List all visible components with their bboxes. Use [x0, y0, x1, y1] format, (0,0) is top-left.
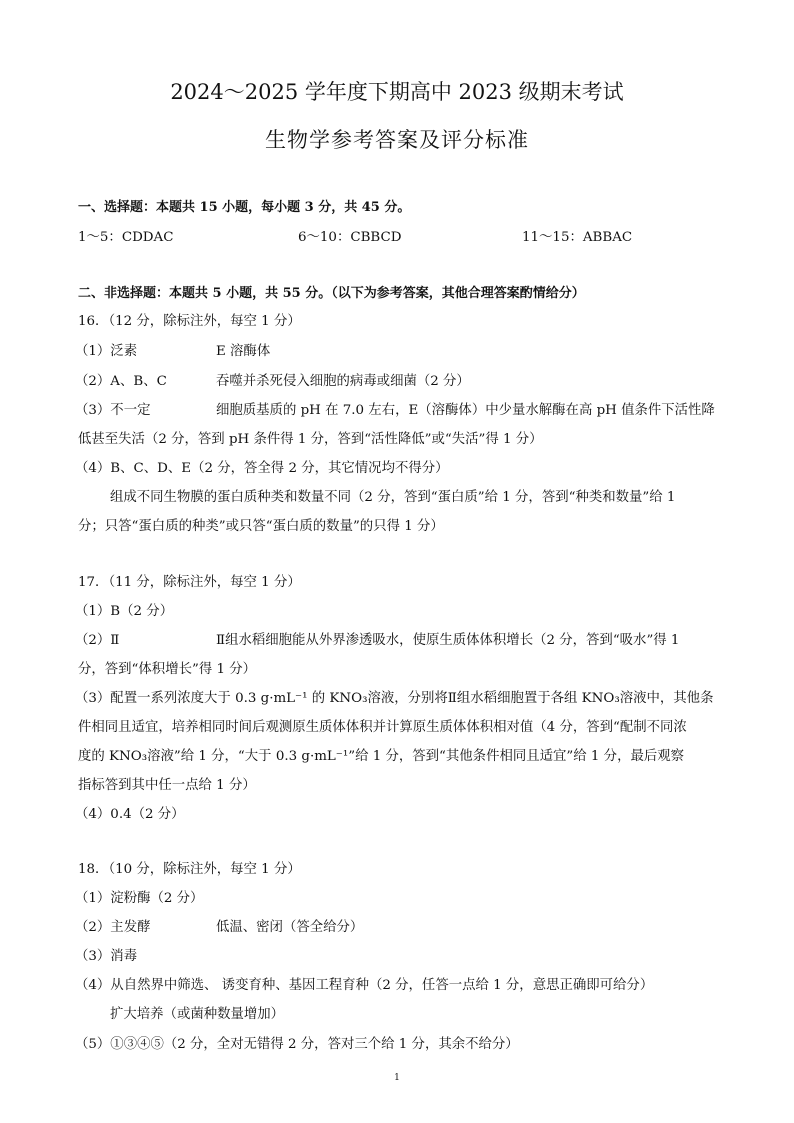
q17-part3-line2: 件相同且适宜，培养相同时间后观测原生质体体积并计算原生质体体积相对值（4 分，答到“配制不同浓 [78, 720, 687, 735]
q16-part4-explanation: 组成不同生物膜的蛋白质种类和数量不同（2 分，答到“蛋白质”给 1 分，答到“种类和数量”给 1 [110, 490, 676, 505]
q17-part3-line1: （3）配置一系列浓度大于 0.3 g·mL⁻¹ 的 KNO₃溶液，分别将Ⅱ组水稻细胞置于各组 KNO₃溶液中，其他条 [75, 691, 714, 706]
q16-part1-answer: （1）泛素 [75, 344, 138, 359]
mc-answers-1-5: 1～5：CDDAC [78, 230, 174, 245]
q18-part3-answer: （3）消毒 [75, 949, 138, 964]
mc-answers-11-15: 11～15：ABBAC [522, 230, 633, 245]
answer-key-subtitle: 生物学参考答案及评分标准 [265, 128, 529, 152]
q16-part3-explanation: 细胞质基质的 pH 在 7.0 左右，E（溶酶体）中少量水解酶在高 pH 值条件下活性降 [216, 403, 715, 418]
q16-part1-answer-2: E 溶酶体 [216, 344, 271, 359]
q18-part4-answer: （4）从自然界中筛选、 诱变育种、基因工程育种（2 分，任答一点给 1 分，意思正确即可给分） [75, 978, 654, 993]
q18-part5-answer: （5）①③④⑤（2 分，全对无错得 2 分，答对三个给 1 分，其余不给分） [75, 1037, 519, 1052]
q16-part2-answer: （2）A、B、C [75, 374, 167, 389]
section-2-heading: 二、非选择题：本题共 5 小题，共 55 分。（以下为参考答案，其他合理答案酌情给分） [78, 286, 585, 301]
q16-part3-answer: （3）不一定 [75, 403, 151, 418]
q16-part2-answer-2: 吞噬并杀死侵入细胞的病毒或细菌（2 分） [216, 374, 470, 389]
q17-part2-explanation-cont: 分，答到“体积增长”得 1 分） [78, 662, 257, 677]
mc-answers-6-10: 6～10：CBBCD [298, 230, 402, 245]
q16-header: 16．（12 分，除标注外，每空 1 分） [78, 314, 301, 329]
q17-part4-answer: （4）0.4（2 分） [75, 807, 185, 822]
page-number: 1 [394, 1073, 400, 1083]
q17-header: 17．（11 分，除标注外，每空 1 分） [78, 575, 301, 590]
section-1-heading: 一、选择题：本题共 15 小题，每小题 3 分，共 45 分。 [78, 200, 411, 215]
q17-part3-line3: 度的 KNO₃溶液”给 1 分，“大于 0.3 g·mL⁻¹”给 1 分，答到“其他条件相同且适宜”给 1 分，最后观察 [78, 749, 685, 764]
q16-part4-answer: （4）B、C、D、E（2 分，答全得 2 分，其它情况均不得分） [75, 461, 449, 476]
q16-part4-explanation-cont: 分；只答“蛋白质的种类”或只答“蛋白质的数量”的只得 1 分） [78, 519, 444, 534]
q16-part3-explanation-cont: 低甚至失活（2 分，答到 pH 条件得 1 分，答到“活性降低”或“失活”得 1 分） [78, 432, 543, 447]
q17-part3-line4: 指标答到其中任一点给 1 分） [78, 778, 256, 793]
q18-header: 18．（10 分，除标注外，每空 1 分） [78, 862, 301, 877]
q18-part1-answer: （1）淀粉酶（2 分） [75, 891, 204, 906]
q18-part2-answer: （2）主发酵 [75, 920, 151, 935]
q17-part2-explanation: Ⅱ组水稻细胞能从外界渗透吸水，使原生质体体积增长（2 分，答到“吸水”得 1 [216, 633, 680, 648]
q17-part1-answer: （1）B（2 分） [75, 604, 174, 619]
q18-part2-answer-2: 低温、密闭（答全给分） [216, 920, 364, 935]
q18-part4-answer-2: 扩大培养（或菌种数量增加） [110, 1007, 285, 1022]
q17-part2-answer: （2）Ⅱ [75, 633, 120, 648]
exam-title: 2024～2025 学年度下期高中 2023 级期末考试 [170, 80, 624, 104]
